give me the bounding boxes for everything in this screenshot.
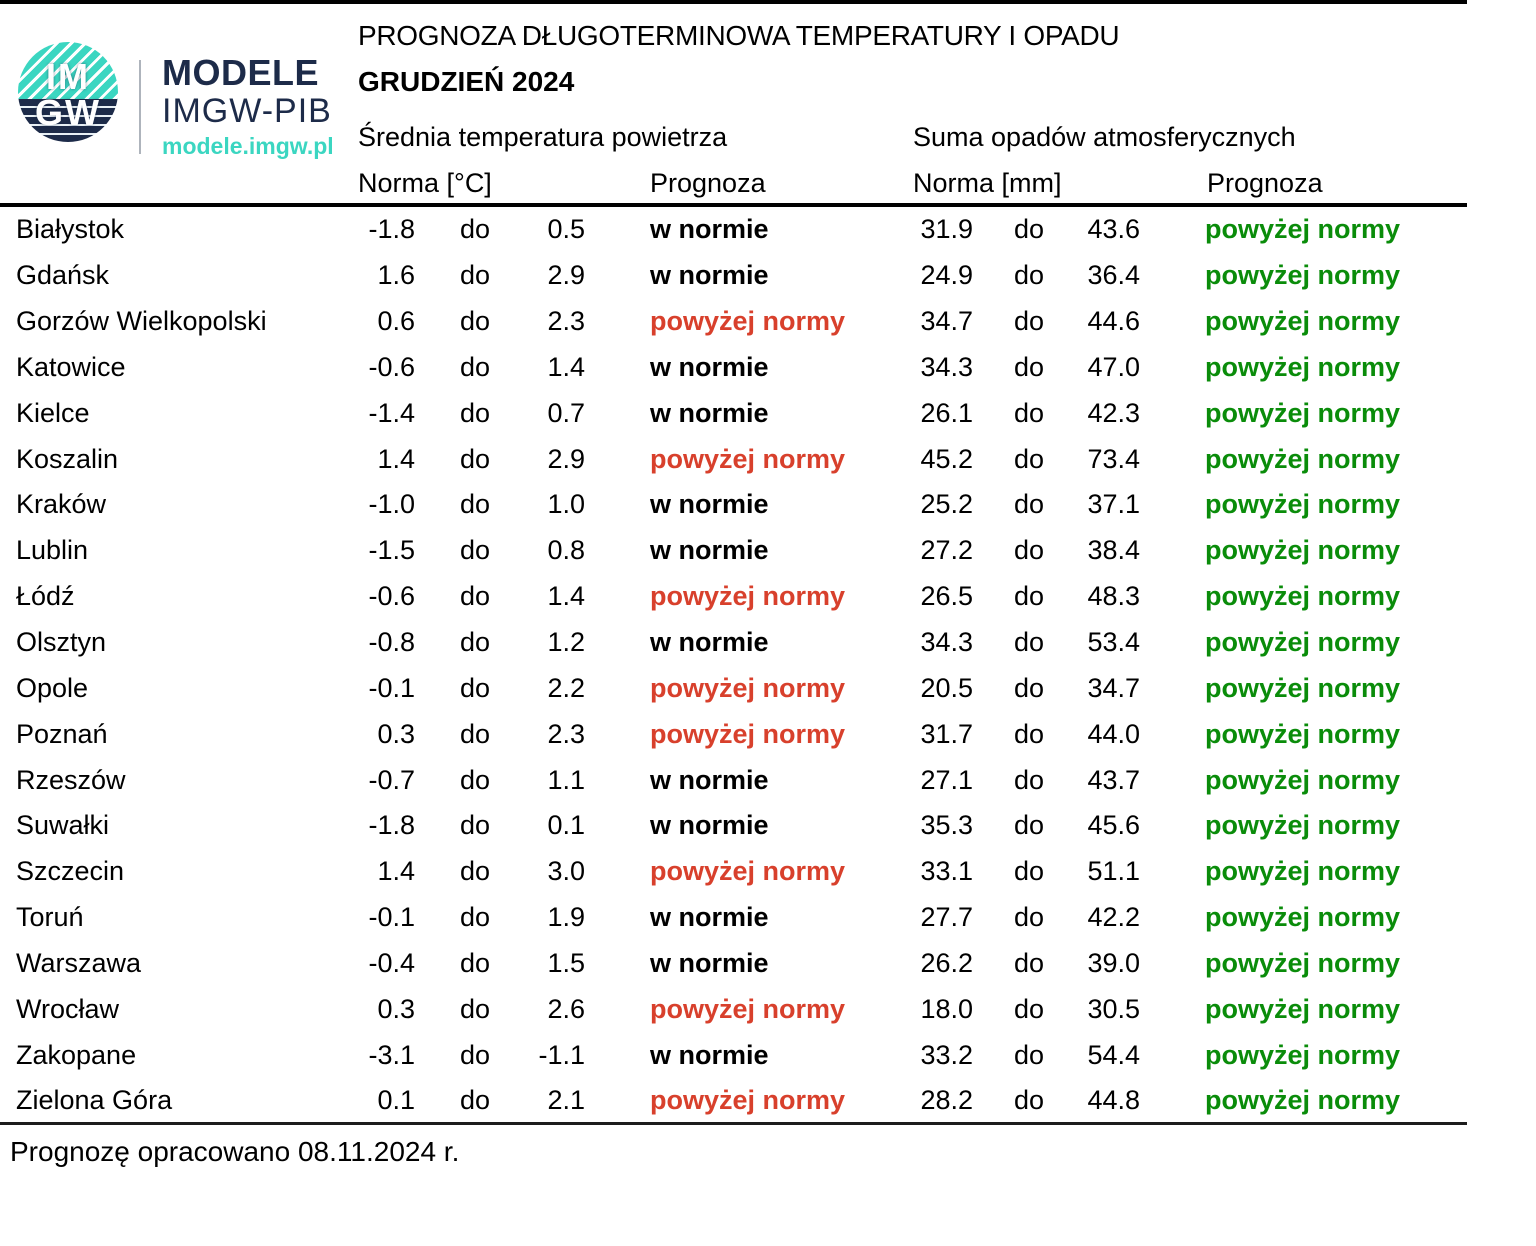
logo-im-text: IM: [46, 56, 90, 97]
city-name: Zakopane: [16, 1039, 137, 1070]
table-row: [0, 849, 1467, 895]
precip-norm-max: 44.8: [1087, 1085, 1140, 1116]
precip-norm-max: 45.6: [1087, 810, 1140, 841]
temp-norm-max: 0.7: [547, 397, 585, 428]
city-name: Białystok: [16, 214, 125, 245]
table-body: [0, 207, 1467, 1124]
precip-norm-min: 27.7: [920, 902, 973, 933]
brand-url: modele.imgw.pl: [162, 133, 334, 159]
temp-norm-min: 1.6: [377, 260, 415, 291]
table-row: [0, 207, 1467, 253]
range-separator: do: [1013, 489, 1045, 520]
table-row: [0, 528, 1467, 574]
range-separator: do: [1013, 306, 1045, 337]
precip-forecast: powyżej normy: [1205, 214, 1401, 245]
precip-forecast: powyżej normy: [1205, 581, 1401, 612]
temp-forecast: w normie: [650, 902, 769, 933]
range-separator: do: [1013, 718, 1045, 749]
precip-norm-min: 25.2: [920, 489, 973, 520]
precip-forecast: powyżej normy: [1205, 672, 1401, 703]
temp-norm-max: 2.3: [547, 718, 585, 749]
precip-norm-max: 39.0: [1087, 947, 1140, 978]
table-row: [0, 436, 1467, 482]
precip-forecast: powyżej normy: [1205, 306, 1401, 337]
page-title: PROGNOZA DŁUGOTERMINOWA TEMPERATURY I OPADU: [358, 20, 1120, 51]
city-name: Olsztyn: [16, 627, 107, 658]
range-separator: do: [459, 214, 491, 245]
temp-prognoza-header: Prognoza: [650, 168, 766, 198]
temp-norm-min: -1.0: [368, 489, 415, 520]
range-separator: do: [459, 764, 491, 795]
range-separator: do: [459, 351, 491, 382]
temp-norm-min: 0.1: [377, 1085, 415, 1116]
temp-norm-max: 1.0: [547, 489, 585, 520]
city-name: Lublin: [16, 535, 89, 566]
table-row: [0, 803, 1467, 849]
range-separator: do: [459, 489, 491, 520]
temp-norm-min: -0.6: [368, 351, 415, 382]
range-separator: do: [459, 1085, 491, 1116]
precip-norm-max: 30.5: [1087, 993, 1140, 1024]
table-row: [0, 299, 1467, 345]
city-name: Kraków: [16, 489, 107, 520]
precip-norm-max: 42.2: [1087, 902, 1140, 933]
city-name: Wrocław: [16, 993, 120, 1024]
temp-norm-max: 1.4: [547, 351, 585, 382]
temp-forecast: powyżej normy: [650, 718, 846, 749]
range-separator: do: [1013, 672, 1045, 703]
precip-norm-max: 38.4: [1087, 535, 1140, 566]
range-separator: do: [459, 856, 491, 887]
table-row: [0, 757, 1467, 803]
city-name: Poznań: [16, 718, 108, 749]
precip-norm-max: 54.4: [1087, 1039, 1140, 1070]
city-name: Suwałki: [16, 810, 110, 841]
temp-norm-max: 1.1: [547, 764, 585, 795]
precip-norm-min: 28.2: [920, 1085, 973, 1116]
precip-norm-min: 20.5: [920, 672, 973, 703]
precip-forecast: powyżej normy: [1205, 443, 1401, 474]
temp-norm-header: Norma [°C]: [358, 168, 492, 198]
temp-norm-max: 1.4: [547, 581, 585, 612]
temp-forecast: powyżej normy: [650, 672, 846, 703]
temp-norm-min: -0.1: [368, 902, 415, 933]
precip-norm-max: 51.1: [1087, 856, 1140, 887]
precip-norm-header: Norma [mm]: [913, 168, 1062, 198]
city-name: Zielona Góra: [16, 1085, 173, 1116]
temp-norm-max: 2.1: [547, 1085, 585, 1116]
range-separator: do: [1013, 947, 1045, 978]
precip-norm-min: 27.2: [920, 535, 973, 566]
range-separator: do: [459, 306, 491, 337]
range-separator: do: [1013, 581, 1045, 612]
city-name: Gorzów Wielkopolski: [16, 306, 267, 337]
city-name: Łódź: [16, 581, 75, 612]
temp-forecast: w normie: [650, 214, 769, 245]
temp-norm-max: 0.5: [547, 214, 585, 245]
precip-prognoza-header: Prognoza: [1207, 168, 1323, 198]
city-name: Rzeszów: [16, 764, 126, 795]
temp-norm-max: 2.9: [547, 260, 585, 291]
temp-forecast: w normie: [650, 397, 769, 428]
table-row: [0, 620, 1467, 666]
temp-norm-min: -0.6: [368, 581, 415, 612]
range-separator: do: [1013, 214, 1045, 245]
temp-norm-max: 1.9: [547, 902, 585, 933]
temp-forecast: powyżej normy: [650, 993, 846, 1024]
temp-norm-max: 2.2: [547, 672, 585, 703]
table-row: [0, 1078, 1467, 1124]
temp-norm-min: -3.1: [368, 1039, 415, 1070]
temp-norm-max: 1.2: [547, 627, 585, 658]
temp-forecast: w normie: [650, 535, 769, 566]
logo-gw-text: GW: [35, 92, 101, 133]
precip-norm-max: 73.4: [1087, 443, 1140, 474]
precip-norm-max: 48.3: [1087, 581, 1140, 612]
precip-forecast: powyżej normy: [1205, 764, 1401, 795]
range-separator: do: [459, 443, 491, 474]
range-separator: do: [1013, 627, 1045, 658]
range-separator: do: [459, 672, 491, 703]
table-row: [0, 986, 1467, 1032]
city-name: Warszawa: [16, 947, 142, 978]
precip-norm-min: 33.1: [920, 856, 973, 887]
city-name: Opole: [16, 672, 89, 703]
temp-forecast: powyżej normy: [650, 1085, 846, 1116]
temp-norm-min: -1.8: [368, 214, 415, 245]
precip-norm-max: 53.4: [1087, 627, 1140, 658]
range-separator: do: [459, 535, 491, 566]
precip-norm-min: 26.1: [920, 397, 973, 428]
range-separator: do: [1013, 443, 1045, 474]
precip-norm-min: 33.2: [920, 1039, 973, 1070]
precip-forecast: powyżej normy: [1205, 718, 1401, 749]
range-separator: do: [459, 902, 491, 933]
precip-forecast: powyżej normy: [1205, 535, 1401, 566]
precip-norm-max: 43.6: [1087, 214, 1140, 245]
temp-norm-max: 3.0: [547, 856, 585, 887]
temp-norm-min: -1.8: [368, 810, 415, 841]
precip-norm-max: 42.3: [1087, 397, 1140, 428]
temp-forecast: w normie: [650, 260, 769, 291]
temp-forecast: powyżej normy: [650, 581, 846, 612]
temp-norm-min: -0.1: [368, 672, 415, 703]
temp-forecast: powyżej normy: [650, 306, 846, 337]
range-separator: do: [1013, 810, 1045, 841]
precip-norm-min: 24.9: [920, 260, 973, 291]
temp-norm-min: 0.3: [377, 993, 415, 1024]
precip-forecast: powyżej normy: [1205, 1039, 1401, 1070]
logo-divider: [139, 60, 141, 154]
temp-norm-max: 2.6: [547, 993, 585, 1024]
table-row: [0, 1032, 1467, 1078]
city-name: Katowice: [16, 351, 126, 382]
range-separator: do: [1013, 902, 1045, 933]
precip-norm-min: 31.7: [920, 718, 973, 749]
temp-forecast: w normie: [650, 627, 769, 658]
temp-group-header: Średnia temperatura powietrza: [358, 122, 728, 152]
table-row: [0, 482, 1467, 528]
precip-norm-min: 34.3: [920, 627, 973, 658]
precip-norm-max: 36.4: [1087, 260, 1140, 291]
temp-norm-min: -1.4: [368, 397, 415, 428]
temp-norm-max: 2.3: [547, 306, 585, 337]
range-separator: do: [1013, 1039, 1045, 1070]
temp-norm-min: -0.4: [368, 947, 415, 978]
range-separator: do: [459, 581, 491, 612]
precip-norm-min: 26.2: [920, 947, 973, 978]
precip-norm-max: 44.6: [1087, 306, 1140, 337]
table-row: [0, 665, 1467, 711]
precip-norm-min: 35.3: [920, 810, 973, 841]
range-separator: do: [459, 993, 491, 1024]
range-separator: do: [459, 627, 491, 658]
range-separator: do: [459, 718, 491, 749]
range-separator: do: [1013, 397, 1045, 428]
precip-forecast: powyżej normy: [1205, 993, 1401, 1024]
precip-group-header: Suma opadów atmosferycznych: [913, 122, 1296, 152]
temp-norm-min: 1.4: [377, 856, 415, 887]
range-separator: do: [1013, 856, 1045, 887]
temp-norm-max: -1.1: [538, 1039, 585, 1070]
range-separator: do: [459, 810, 491, 841]
precip-forecast: powyżej normy: [1205, 902, 1401, 933]
precip-forecast: powyżej normy: [1205, 397, 1401, 428]
precip-norm-max: 37.1: [1087, 489, 1140, 520]
imgw-logo-icon: [18, 42, 118, 142]
temp-norm-max: 0.8: [547, 535, 585, 566]
temp-forecast: powyżej normy: [650, 443, 846, 474]
range-separator: do: [1013, 764, 1045, 795]
city-name: Koszalin: [16, 443, 119, 474]
table-row: [0, 390, 1467, 436]
temp-norm-max: 1.5: [547, 947, 585, 978]
city-name: Kielce: [16, 397, 90, 428]
precip-norm-min: 45.2: [920, 443, 973, 474]
range-separator: do: [459, 947, 491, 978]
table-row: [0, 895, 1467, 941]
city-name: Toruń: [16, 902, 84, 933]
range-separator: do: [1013, 535, 1045, 566]
range-separator: do: [459, 260, 491, 291]
precip-norm-max: 43.7: [1087, 764, 1140, 795]
precip-forecast: powyżej normy: [1205, 810, 1401, 841]
temp-forecast: powyżej normy: [650, 856, 846, 887]
precip-norm-max: 44.0: [1087, 718, 1140, 749]
temp-norm-max: 0.1: [547, 810, 585, 841]
table-row: [0, 253, 1467, 299]
range-separator: do: [1013, 993, 1045, 1024]
temp-norm-min: -0.7: [368, 764, 415, 795]
temp-norm-min: -1.5: [368, 535, 415, 566]
precip-norm-max: 47.0: [1087, 351, 1140, 382]
temp-norm-min: 0.6: [377, 306, 415, 337]
range-separator: do: [459, 397, 491, 428]
precip-forecast: powyżej normy: [1205, 260, 1401, 291]
temp-norm-min: -0.8: [368, 627, 415, 658]
range-separator: do: [1013, 1085, 1045, 1116]
temp-forecast: w normie: [650, 351, 769, 382]
precip-norm-min: 27.1: [920, 764, 973, 795]
precip-forecast: powyżej normy: [1205, 351, 1401, 382]
precip-forecast: powyżej normy: [1205, 489, 1401, 520]
range-separator: do: [1013, 260, 1045, 291]
city-name: Gdańsk: [16, 260, 110, 291]
precip-norm-max: 34.7: [1087, 672, 1140, 703]
table-row: [0, 941, 1467, 987]
precip-forecast: powyżej normy: [1205, 1085, 1401, 1116]
table-row: [0, 574, 1467, 620]
precip-forecast: powyżej normy: [1205, 627, 1401, 658]
temp-norm-min: 0.3: [377, 718, 415, 749]
brand-name: MODELE: [162, 52, 320, 93]
top-border-rule: [0, 0, 1467, 4]
temp-forecast: w normie: [650, 810, 769, 841]
temp-norm-min: 1.4: [377, 443, 415, 474]
precip-norm-min: 34.7: [920, 306, 973, 337]
table-row: [0, 345, 1467, 391]
temp-forecast: w normie: [650, 764, 769, 795]
precip-norm-min: 18.0: [920, 993, 973, 1024]
temp-norm-max: 2.9: [547, 443, 585, 474]
brand-subname: IMGW-PIB: [162, 92, 332, 130]
precip-norm-min: 31.9: [920, 214, 973, 245]
range-separator: do: [459, 1039, 491, 1070]
precip-forecast: powyżej normy: [1205, 856, 1401, 887]
temp-forecast: w normie: [650, 489, 769, 520]
city-name: Szczecin: [16, 856, 125, 887]
precip-norm-min: 26.5: [920, 581, 973, 612]
temp-forecast: w normie: [650, 947, 769, 978]
footer-note: Prognozę opracowano 08.11.2024 r.: [10, 1136, 460, 1167]
precip-forecast: powyżej normy: [1205, 947, 1401, 978]
page-subtitle: GRUDZIEŃ 2024: [358, 66, 575, 97]
temp-forecast: w normie: [650, 1039, 769, 1070]
table-row: [0, 711, 1467, 757]
precip-norm-min: 34.3: [920, 351, 973, 382]
range-separator: do: [1013, 351, 1045, 382]
